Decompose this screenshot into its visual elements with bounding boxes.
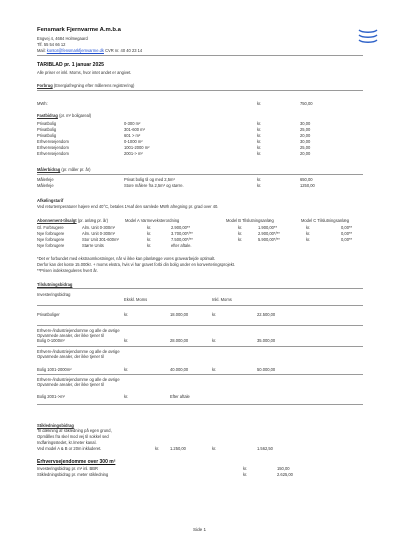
divider xyxy=(37,404,363,405)
maalerbidrag-note: (pr. måler pr. år) xyxy=(60,167,91,172)
abon-row-label: Gl. Forbrugere xyxy=(37,225,64,230)
tilslutning-sub: Investeringsbidrag xyxy=(37,292,71,297)
tilslut-row-l4: Bolig 2001->m² xyxy=(37,394,65,399)
row-label: Privatbolig xyxy=(37,133,57,138)
abon-row-label: Nye forbrugere xyxy=(37,237,65,242)
page-title: TARIBLAD pr. 1 januar 2025 xyxy=(37,62,104,68)
fastbidrag-heading xyxy=(37,113,91,118)
row-unit: kr. xyxy=(257,121,262,126)
forbrug-heading xyxy=(37,83,134,88)
divider xyxy=(37,288,363,289)
abonnement-note: (pr. anlæg pr. år) xyxy=(76,218,108,223)
fastbidrag-note: (pr. m² boligareal) xyxy=(57,113,92,118)
abon-unit-c: kr. xyxy=(306,231,311,236)
erhverv-row-label: Investeringsbidrag pr. m² inl. BBR xyxy=(37,466,98,471)
row-label: Erhvervsejendom xyxy=(37,139,69,144)
forbrug-note: (Energiafregning efter målerens registrering) xyxy=(52,83,135,88)
mwh-label: MWh: xyxy=(37,101,48,106)
tilslut-row-l3: Bolig 0-1000m² xyxy=(37,338,65,343)
mwh-unit: kr. xyxy=(257,101,262,106)
tilslut-unit-in: kr. xyxy=(212,367,217,372)
company-contact xyxy=(37,48,142,53)
abon-value-c: 0,00** xyxy=(341,231,353,236)
row-unit: kr. xyxy=(257,139,262,144)
tilslut-row-l1: Privatboliger xyxy=(37,312,60,317)
abon-unit-b: kr. xyxy=(238,231,243,236)
row-unit: kr. xyxy=(257,127,262,132)
divider xyxy=(37,90,363,91)
erhverv-row-label: Stikledningsbidrag pr. meter stikledning xyxy=(37,472,109,477)
abon-row-desc: Større Units xyxy=(82,243,104,248)
abon-value-a: 2.900,00** xyxy=(171,225,191,230)
forbrug-title: Forbrug xyxy=(37,83,53,88)
divider xyxy=(37,325,363,326)
abon-row-desc: Alm. Unit 0-300m² xyxy=(82,225,115,230)
divider xyxy=(37,346,363,347)
abon-value-c: 0,00** xyxy=(341,237,353,242)
tilslut-value-ex: Efter aftale xyxy=(170,394,190,399)
row-range: 301-600 m² xyxy=(124,127,145,132)
abon-value-a: 3.700,00*/** xyxy=(171,231,193,236)
maaler-row-label: Målerleje xyxy=(37,183,54,188)
abon-value-c: 0,00** xyxy=(341,225,353,230)
stikledning-heading: Stikledningsbidrag xyxy=(37,423,74,428)
row-label: Privatbolig xyxy=(37,127,57,132)
stik-unit-ex: kr. xyxy=(155,446,160,451)
page-number: Side 1 xyxy=(193,527,207,532)
company-name: Fensmark Fjernvarme A.m.b.a xyxy=(37,27,121,33)
maalerbidrag-title: Målerbidrag xyxy=(37,167,61,172)
abon-unit-b: kr. xyxy=(238,225,243,230)
row-label: Privatbolig xyxy=(37,121,57,126)
stik-row-label: Ved model A & B or 20m inkluderet. xyxy=(37,446,102,451)
fastbidrag-row xyxy=(37,127,56,132)
stik-line-1: Til dækning af stikledning på egen grund, xyxy=(37,428,112,433)
header-divider xyxy=(37,55,363,56)
row-range: 2001-> m² xyxy=(124,151,143,156)
abon-value-a: efter aftale. xyxy=(171,243,192,248)
row-value: 30,00 xyxy=(300,121,311,126)
fastbidrag-row xyxy=(37,139,69,144)
abon-unit-c: kr. xyxy=(306,225,311,230)
abon-note-3: **Prisen indeksreguleres hvert år. xyxy=(37,268,98,273)
fastbidrag-row xyxy=(37,133,56,138)
abon-note-2: Derfor kan det koste 15.000kr. + moms ekstra, hvis vi har gravet forbi din bolig under en konverteringsprojekt. xyxy=(37,262,236,267)
row-unit: kr. xyxy=(257,133,262,138)
tilslut-row-l1: Erhverv-/industriejendomme og alle de øvrige xyxy=(37,377,120,382)
abon-row-desc: Stor Unit 301-600m² xyxy=(82,237,119,242)
page-subtitle: Alle priser er inkl. Moms, hvor intet andet er angivet. xyxy=(37,70,132,75)
fastbidrag-row xyxy=(37,145,69,150)
row-value: 20,00 xyxy=(300,133,311,138)
abon-unit-a: kr. xyxy=(147,237,152,242)
row-unit: kr. xyxy=(257,151,262,156)
row-unit: kr. xyxy=(257,145,262,150)
col-ex-moms: Ekskl. Moms xyxy=(124,297,148,302)
abon-value-b: 1.900,00** xyxy=(258,225,278,230)
tilslut-value-ex: 40.000,00 xyxy=(170,367,189,372)
maaler-row-unit: kr. xyxy=(257,183,262,188)
abon-row-label: Nye forbrugere xyxy=(37,243,65,248)
tilslut-value-in: 22.500,00 xyxy=(257,312,276,317)
row-label: Erhvervsejendom xyxy=(37,151,69,156)
divider xyxy=(37,174,363,175)
row-value: 25,00 xyxy=(300,127,311,132)
tilslut-row-l1: Erhverv-/industriejendomme og alle de øvrige xyxy=(37,349,120,354)
tilslut-unit-ex: kr. xyxy=(124,312,129,317)
row-label: Erhvervsejendom xyxy=(37,145,69,150)
cvr-number: CVR nr. 40 40 23 14 xyxy=(103,48,143,53)
row-value: 25,00 xyxy=(300,145,311,150)
abon-unit-a: kr. xyxy=(147,231,152,236)
tilslut-value-ex: 18.000,00 xyxy=(170,312,189,317)
maalerbidrag-heading xyxy=(37,167,90,172)
abon-note-1: *Det er forbundet med ekstraomkostninger, når vi ikke kan planlægge vores gravearbejde optimalt. xyxy=(37,256,216,261)
tilslut-row-l1: Erhverv-/industriejendomme og alle de øvrige xyxy=(37,328,120,333)
row-range: 601 > m² xyxy=(124,133,141,138)
company-address: Engvej 4, 4684 Holmegaard xyxy=(37,36,88,41)
fastbidrag-title: Fastbidrag xyxy=(37,113,58,118)
district-heating-pipes-icon xyxy=(356,27,380,45)
maaler-row-value: 650,00 xyxy=(300,177,313,182)
abon-unit-a: kr. xyxy=(147,225,152,230)
tilslut-unit-in: kr. xyxy=(212,338,217,343)
stik-line-2: Opmålles fra skel mod vej til sokkel sed xyxy=(37,434,109,439)
stik-line-3: Indføringsstedet, kr./meter kanal. xyxy=(37,440,97,445)
abon-row-label: Nye forbrugere xyxy=(37,231,65,236)
tilslut-unit-in: kr. xyxy=(212,312,217,317)
abon-unit-b: kr. xyxy=(238,237,243,242)
fastbidrag-row xyxy=(37,121,56,126)
abonnement-title: Abonnement-tilsalgt xyxy=(37,218,77,223)
company-phone: Tlf. 55 54 66 12 xyxy=(37,42,66,47)
stik-value-ex: 1.250,00 xyxy=(170,446,186,451)
stik-value-in: 1.562,50 xyxy=(257,446,273,451)
maaler-row-value: 1250,00 xyxy=(300,183,315,188)
tilslutning-heading: Tilslutningsbidrag xyxy=(37,282,73,287)
tilslut-row-l2: Opvarmede arealer, der ikke tjener til xyxy=(37,354,105,359)
afkoeling-text: Ved returtemperaturer højere end 40°C, betales 1%af den samlede MWh afregning pr. grad over 40. xyxy=(37,204,219,209)
tilslut-row-l3: Bolig 1001-2000m² xyxy=(37,367,72,372)
maaler-row-unit: kr. xyxy=(257,177,262,182)
row-range: 0-300 m² xyxy=(124,121,141,126)
mail-prefix: Mail: xyxy=(37,48,47,53)
tilslut-row-l2: Opvarmede arealer, der ikke tjener til xyxy=(37,382,105,387)
abon-unit-a: kr. xyxy=(147,243,152,248)
divider xyxy=(37,305,363,306)
abon-value-b: 2.900,00*/** xyxy=(258,231,280,236)
row-range: 0-1000 m² xyxy=(124,139,143,144)
col-model-b: Model B Tilslutningsanlæg xyxy=(226,218,274,223)
tilslut-row-l2: Opvarmede arealer, der ikke tjener til xyxy=(37,333,105,338)
maaler-row-desc: Store målere fra 2,5m³ og større. xyxy=(124,183,184,188)
tilslut-unit-ex: kr. xyxy=(124,394,129,399)
tilslut-value-ex: 28.000,00 xyxy=(170,338,189,343)
abon-unit-c: kr. xyxy=(306,237,311,242)
maaler-row-desc: Privat bolig til og med 2,5m³ xyxy=(124,177,175,182)
tilslut-value-in: 50.000,00 xyxy=(257,367,276,372)
mail-link[interactable]: kontor@fensmarkfjernvarme.dk xyxy=(46,48,104,53)
afkoeling-heading: Afkølingstarif xyxy=(37,198,64,203)
row-value: 30,00 xyxy=(300,139,311,144)
row-range: 1001-2000 m² xyxy=(124,145,150,150)
erhverv-heading: Erhvervsejendomme over 300 m² xyxy=(37,459,116,465)
erhverv-row-unit: kr. xyxy=(243,466,248,471)
tilslut-value-in: 35.000,00 xyxy=(257,338,276,343)
maaler-row-label: Målerleje xyxy=(37,177,54,182)
row-value: 20,00 xyxy=(300,151,311,156)
erhverv-row-value: 2.625,00 xyxy=(277,472,293,477)
stik-unit-in: kr. xyxy=(212,446,217,451)
tilslut-unit-ex: kr. xyxy=(124,367,129,372)
erhverv-row-value: 150,00 xyxy=(277,466,290,471)
col-in-moms: Inkl. Moms xyxy=(212,297,232,302)
abon-row-desc: Alm. Unit 0-300m² xyxy=(82,231,115,236)
col-model-a: Model A Varmeveksterordning xyxy=(125,218,180,223)
abon-value-b: 5.900,00*/** xyxy=(258,237,280,242)
col-model-c: Model C Tilslutningsanlæg xyxy=(301,218,350,223)
fastbidrag-row xyxy=(37,151,69,156)
divider xyxy=(37,374,363,375)
tilslut-unit-ex: kr. xyxy=(124,338,129,343)
abon-value-a: 7.500,00*/** xyxy=(171,237,193,242)
mwh-value: 750,00 xyxy=(300,101,313,106)
abonnement-heading xyxy=(37,218,108,223)
erhverv-row-unit: kr. xyxy=(243,472,248,477)
